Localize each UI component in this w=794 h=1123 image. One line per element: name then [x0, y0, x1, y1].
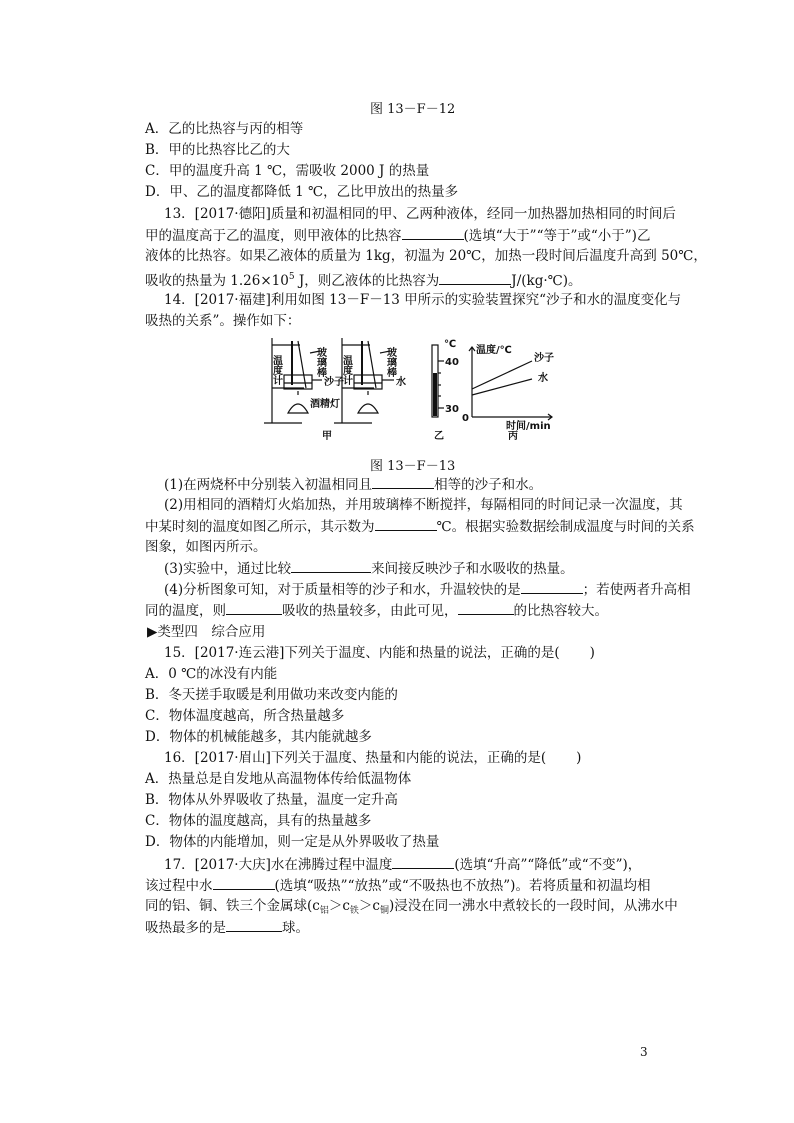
- q17-text: 17．[2017·大庆]水在沸腾过程中温度: [164, 857, 393, 873]
- label-glass-rod-2: 玻璃棒: [384, 347, 396, 377]
- label-thermometer-2: 温度计: [340, 355, 352, 385]
- answer-blank: [439, 270, 511, 285]
- subscript: 铁: [349, 906, 359, 916]
- q15-option-a: A．0 ℃的冰没有内能: [145, 666, 278, 682]
- figure-13-caption: 图 13－F－13: [370, 459, 456, 474]
- q14-step-3: [164, 558, 574, 579]
- label-water: 水: [396, 377, 406, 388]
- q14-text: ℃。根据实验数据绘制成温度与时间的关系: [436, 519, 695, 535]
- graph-line-sand: [472, 361, 532, 389]
- q17-text: ＞c: [358, 898, 380, 914]
- q15-text: 15．[2017·连云港]下列关于温度、内能和热量的说法，正确的是(: [164, 645, 560, 661]
- beaker: [284, 375, 312, 389]
- q15-stem: [164, 643, 595, 663]
- q17-text: )浸没在同一沸水中煮较长的一段时间，从沸水中: [389, 898, 678, 914]
- q14-step-2b: [145, 516, 695, 537]
- q13-text: (选填“大于”“等于”或“小于”)乙: [463, 228, 651, 244]
- label-bing: 丙: [508, 431, 518, 442]
- q14-text: (3)实验中，通过比较: [164, 561, 292, 577]
- q14-step-1: [164, 474, 542, 495]
- q17-text: 吸热最多的是: [145, 920, 226, 936]
- label-unit-celsius: ℃: [444, 339, 457, 350]
- q12-option-a: A．乙的比热容与丙的相等: [145, 121, 304, 137]
- q14-step-4a: [164, 579, 691, 600]
- section-heading: ▶类型四 综合应用: [147, 624, 266, 640]
- q16-text: ): [576, 750, 582, 766]
- q14-line-2: 吸热的关系”。操作如下：: [145, 313, 301, 329]
- answer-blank: [291, 558, 371, 573]
- q16-option-a: A．热量总是自发地从高温物体传给低温物体: [145, 771, 412, 787]
- q13-text: J，则乙液体的比热容为: [294, 273, 440, 289]
- q15-option-c: C．物体温度越高，所含热量越多: [145, 708, 345, 724]
- q13-line-2: [145, 225, 650, 246]
- q14-text: 同的温度，则: [145, 603, 226, 619]
- answer-blank: [226, 917, 282, 932]
- exponent: 5: [288, 272, 295, 282]
- q15-option-b: B．冬天搓手取暖是利用做功来改变内能的: [145, 687, 398, 703]
- label-lamp: 酒精灯: [310, 399, 340, 410]
- q17-line-2: [145, 875, 650, 896]
- q17-text: 同的铝、铜、铁三个金属球(c: [145, 898, 320, 914]
- label-yi: 乙: [434, 431, 444, 442]
- q17-text: (选填“升高”“降低”或“不变”)，: [454, 857, 642, 873]
- figure-13: [262, 333, 562, 448]
- subscript: 铝: [319, 906, 329, 916]
- label-sand: 沙子: [324, 377, 344, 388]
- graph-series-sand: 沙子: [534, 353, 554, 364]
- q13-text: J/(kg·℃)。: [511, 273, 582, 289]
- q13-line-3: 液体的比热容。如果乙液体的质量为 1kg，初温为 20℃，加热一段时间后温度升高到 50℃，: [145, 248, 707, 264]
- q14-text: 中某时刻的温度如图乙所示，其示数为: [145, 519, 375, 535]
- label-jia: 甲: [322, 431, 332, 442]
- answer-blank: [392, 854, 454, 869]
- q15-text: ): [589, 645, 595, 661]
- tick-40: 40: [445, 357, 459, 368]
- q17-text: 该过程中水: [145, 878, 213, 894]
- q17-line-1: [164, 854, 641, 875]
- answer-blank: [402, 225, 464, 240]
- q13-line-1: 13．[2017·德阳]质量和初温相同的甲、乙两种液体，经同一加热器加热相同的时间后: [164, 206, 676, 222]
- q12-option-b: B．甲的比热容比乙的大: [145, 142, 290, 158]
- q14-text: 的比热容较大。: [513, 603, 608, 619]
- q17-text: ＞c: [328, 898, 350, 914]
- subscript: 铜: [379, 906, 389, 916]
- label-thermometer-1: 温度计: [270, 355, 282, 385]
- q13-text: 甲的温度高于乙的温度，则甲液体的比热容: [145, 228, 402, 244]
- q14-text: ；若使两者升高相: [582, 582, 691, 598]
- q16-option-d: D．物体的内能增加，则一定是从外界吸收了热量: [145, 834, 440, 850]
- answer-blank: [521, 579, 583, 594]
- q17-text: 球。: [282, 920, 309, 936]
- q15-option-d: D．物体的机械能越多，其内能就越多: [145, 729, 372, 745]
- q16-option-b: B．物体从外界吸收了热量，温度一定升高: [145, 792, 398, 808]
- q12-option-c: C．甲的温度升高 1 ℃，需吸收 2000 J 的热量: [145, 163, 430, 179]
- q12-option-d: D．甲、乙的温度都降低 1 ℃，乙比甲放出的热量多: [145, 184, 459, 200]
- graph-series-water: 水: [538, 373, 548, 384]
- q14-text: 来间接反映沙子和水吸收的热量。: [371, 561, 574, 577]
- q13-line-4: [145, 267, 582, 291]
- page-number: 3: [640, 1045, 648, 1059]
- q16-stem: [164, 748, 581, 768]
- q14-text: (1)在两烧杯中分别装入初温相同且: [164, 477, 373, 493]
- graph-origin: 0: [462, 413, 469, 424]
- q14-text: (4)分析图象可知，对于质量相等的沙子和水，升温较快的是: [164, 582, 521, 598]
- tick-30: 30: [445, 404, 459, 415]
- q16-option-c: C．物体的温度越高，具有的热量越多: [145, 813, 372, 829]
- q14-line-1: 14．[2017·福建]利用如图 13－F－13 甲所示的实验装置探究“沙子和水的温度变化与: [164, 292, 682, 308]
- q14-text: 吸收的热量较多，由此可见，: [282, 603, 458, 619]
- figure-12-caption: 图 13－F－12: [370, 102, 456, 117]
- q16-text: 16．[2017·眉山]下列关于温度、热量和内能的说法，正确的是(: [164, 750, 547, 766]
- q14-step-2a: (2)用相同的酒精灯火焰加热，并用玻璃棒不断搅拌，每隔相同的时间记录一次温度，其: [164, 497, 683, 513]
- answer-blank: [372, 474, 434, 489]
- q14-step-4b: [145, 600, 608, 621]
- graph-line-water: [472, 379, 532, 395]
- graph-y-label: 温度/℃: [476, 345, 512, 356]
- label-glass-rod-1: 玻璃棒: [314, 347, 326, 377]
- answer-blank: [375, 516, 437, 531]
- answer-blank: [213, 875, 275, 890]
- q17-text: (选填“吸热”“放热”或“不吸热也不放热”)。若将质量和初温均相: [274, 878, 651, 894]
- q17-line-4: [145, 917, 309, 938]
- q14-text: 相等的沙子和水。: [434, 477, 543, 493]
- thermometer-liquid: [433, 373, 437, 416]
- alcohol-lamp: [288, 404, 308, 413]
- answer-blank: [458, 600, 514, 615]
- q13-text: 吸收的热量为 1.26×10: [145, 273, 289, 289]
- graph-x-label: 时间/min: [506, 421, 551, 432]
- q14-step-2d: 图象，如图丙所示。: [145, 539, 267, 555]
- answer-blank: [226, 600, 282, 615]
